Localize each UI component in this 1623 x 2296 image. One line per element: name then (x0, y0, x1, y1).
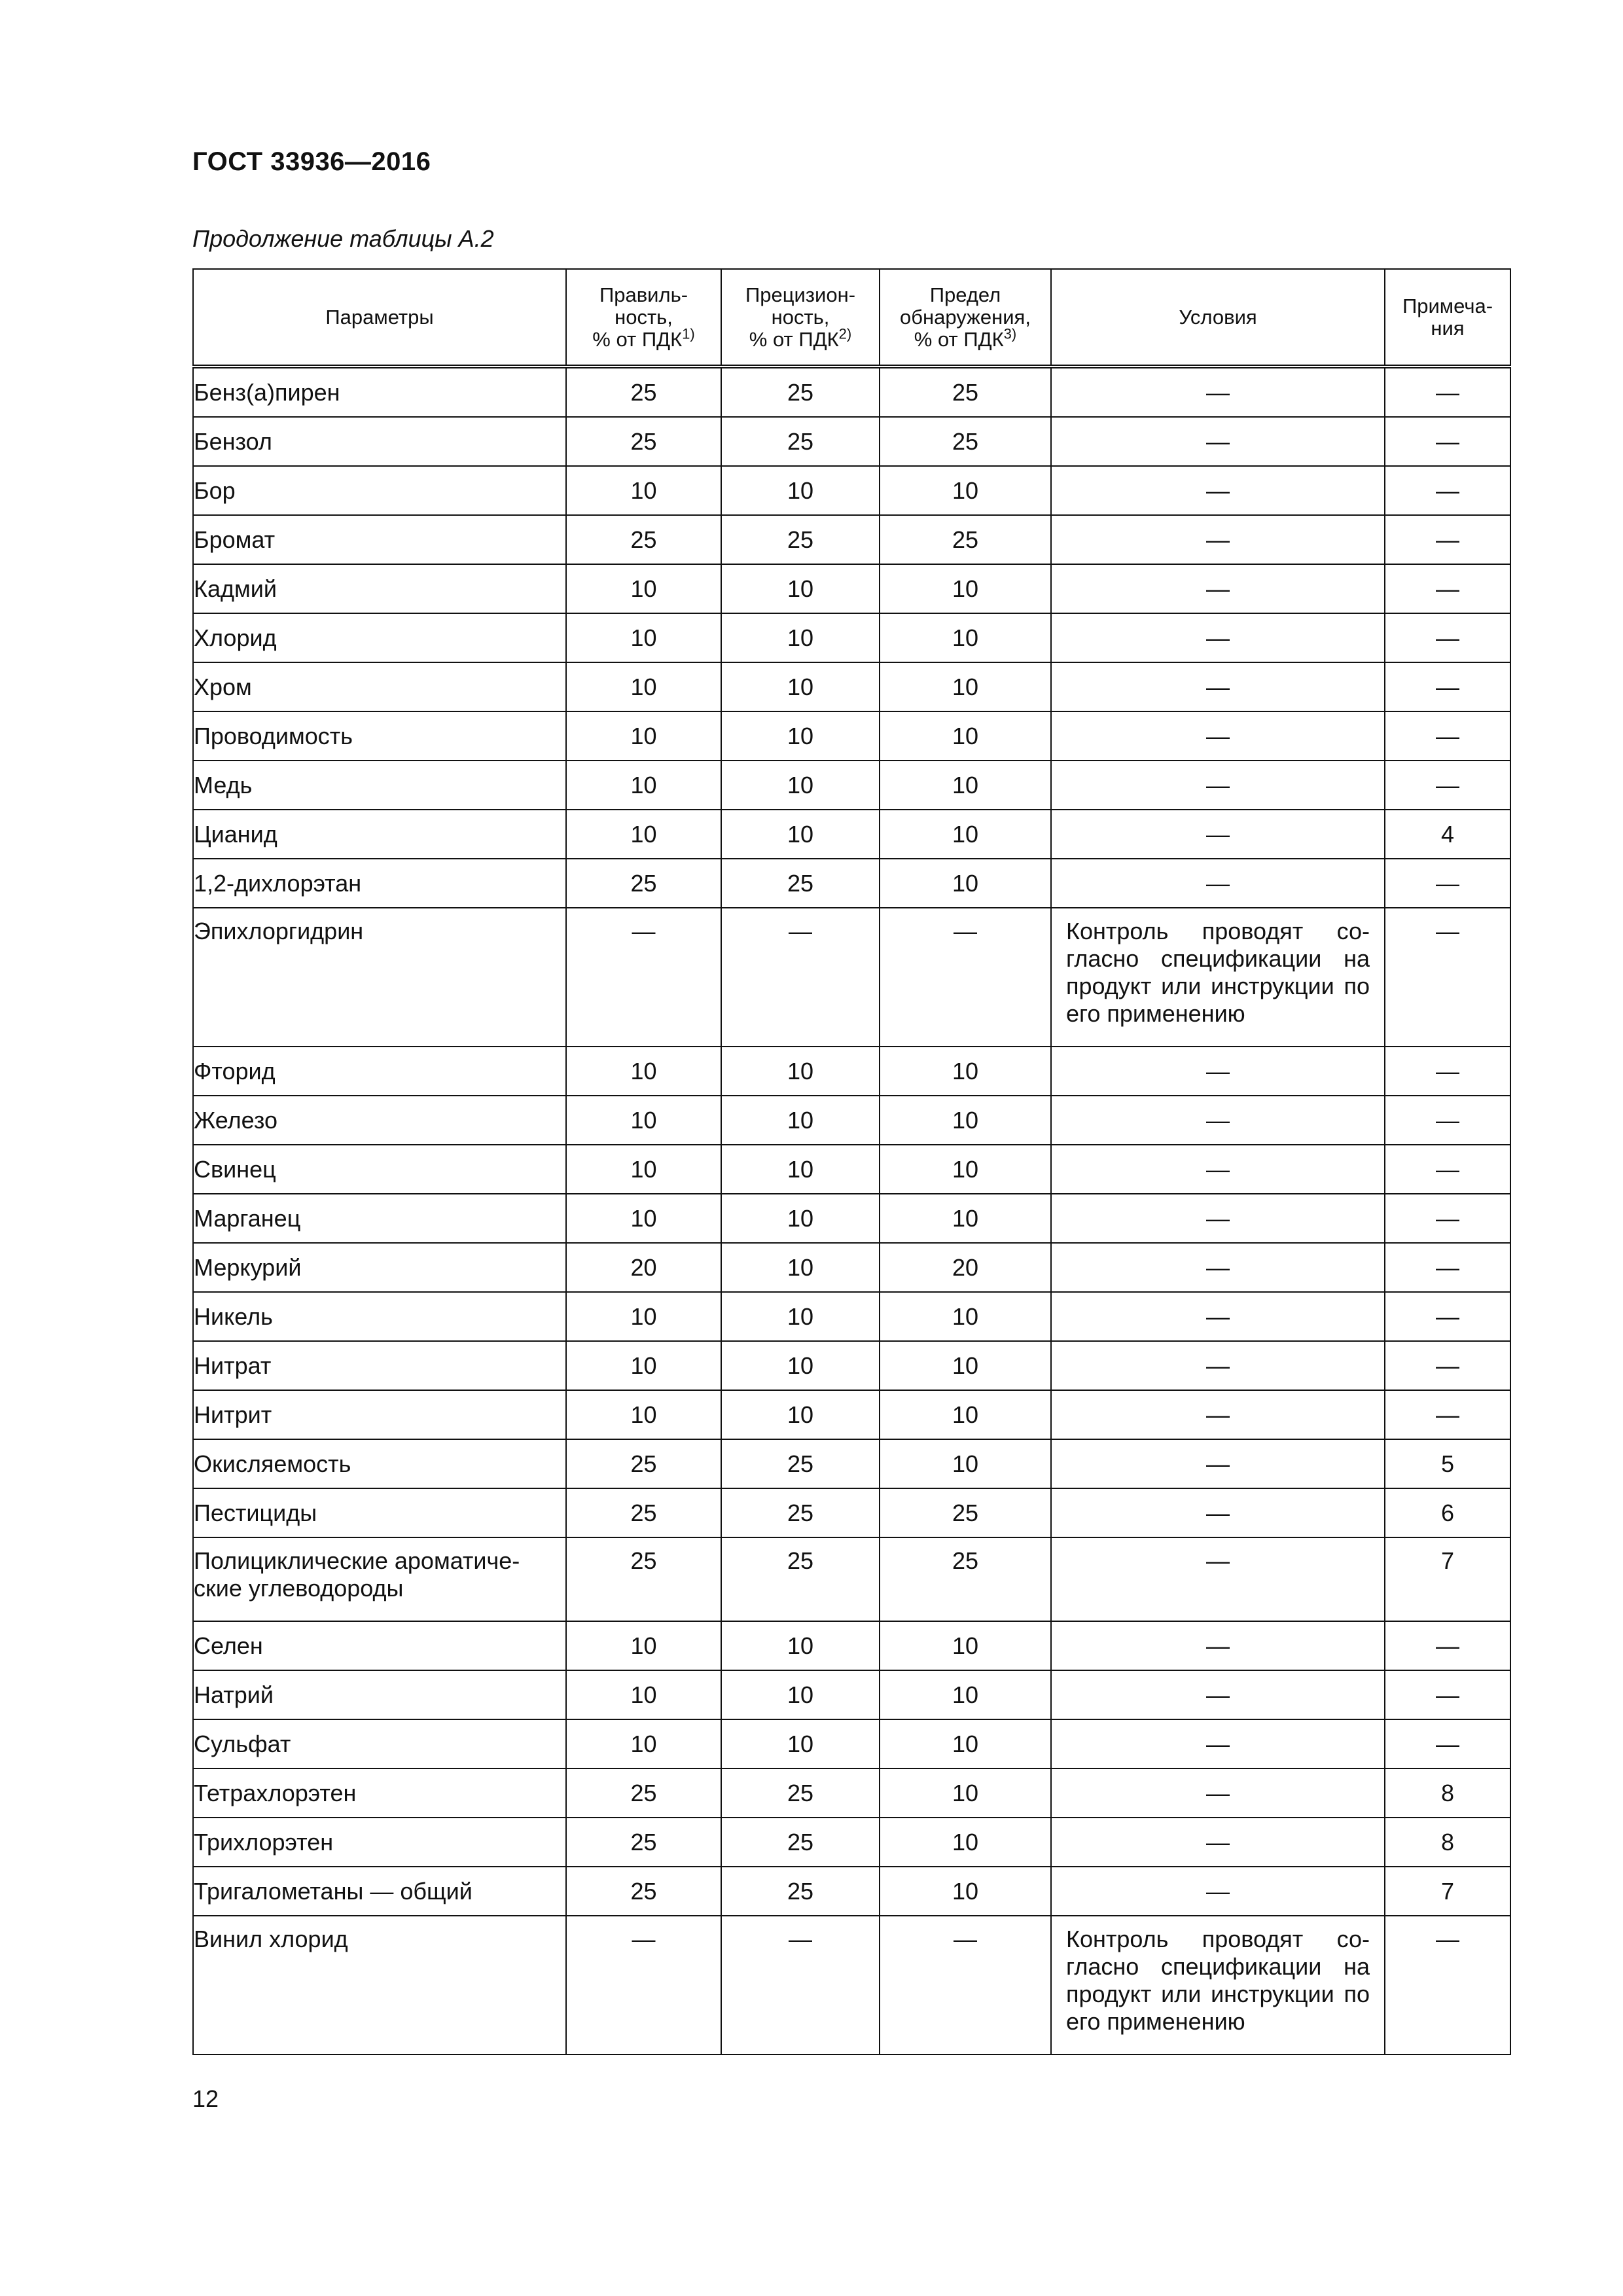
cell-precision: 10 (721, 1292, 880, 1341)
cell-parameter: Тригалометаны — общий (193, 1867, 566, 1916)
cell-notes: — (1385, 761, 1510, 810)
cell-conditions: — (1051, 1341, 1385, 1390)
cell-notes: — (1385, 1621, 1510, 1670)
cell-precision: — (721, 1916, 880, 2054)
cell-accuracy: 25 (566, 1537, 721, 1621)
cell-parameter: Нитрат (193, 1341, 566, 1390)
cell-accuracy: 25 (566, 859, 721, 908)
cell-precision: 10 (721, 564, 880, 613)
cell-conditions: — (1051, 1194, 1385, 1243)
cell-detection-limit: 10 (880, 564, 1051, 613)
cell-notes: — (1385, 417, 1510, 466)
cell-notes: — (1385, 1096, 1510, 1145)
cell-notes: — (1385, 1047, 1510, 1096)
cell-detection-limit: 10 (880, 1670, 1051, 1719)
header-parameters: Параметры (193, 269, 566, 367)
cell-accuracy: 10 (566, 761, 721, 810)
cell-notes: — (1385, 564, 1510, 613)
cell-notes: 7 (1385, 1537, 1510, 1621)
cell-parameter: Бромат (193, 515, 566, 564)
cell-detection-limit: 25 (880, 367, 1051, 417)
cell-detection-limit: 10 (880, 1292, 1051, 1341)
cell-precision: 10 (721, 613, 880, 662)
cell-accuracy: 25 (566, 1867, 721, 1916)
header-conditions: Условия (1051, 269, 1385, 367)
cell-conditions: — (1051, 417, 1385, 466)
cell-notes: — (1385, 613, 1510, 662)
cell-parameter: Винил хлорид (193, 1916, 566, 2054)
cell-parameter: Бензол (193, 417, 566, 466)
cell-detection-limit: 10 (880, 711, 1051, 761)
cell-notes: — (1385, 466, 1510, 515)
cell-notes: 5 (1385, 1439, 1510, 1488)
cell-notes: — (1385, 1719, 1510, 1768)
cell-precision: 25 (721, 515, 880, 564)
cell-notes: — (1385, 1292, 1510, 1341)
cell-parameter: Хром (193, 662, 566, 711)
cell-parameter: Окисляемость (193, 1439, 566, 1488)
table-row (193, 613, 1510, 662)
cell-precision: 10 (721, 1047, 880, 1096)
cell-accuracy: 10 (566, 662, 721, 711)
cell-conditions: — (1051, 1292, 1385, 1341)
cell-accuracy: 10 (566, 1670, 721, 1719)
cell-conditions: — (1051, 1096, 1385, 1145)
table-row (193, 761, 1510, 810)
cell-precision: 10 (721, 662, 880, 711)
cell-parameter: Бор (193, 466, 566, 515)
table-row (193, 1916, 1510, 2054)
cell-precision: 10 (721, 1341, 880, 1390)
cell-precision: 10 (721, 1621, 880, 1670)
cell-conditions: — (1051, 1243, 1385, 1292)
cell-accuracy: 10 (566, 1292, 721, 1341)
cell-detection-limit: 10 (880, 1818, 1051, 1867)
table-row (193, 515, 1510, 564)
cell-conditions: — (1051, 1867, 1385, 1916)
cell-conditions: — (1051, 1145, 1385, 1194)
cell-accuracy: — (566, 1916, 721, 2054)
cell-detection-limit: 20 (880, 1243, 1051, 1292)
cell-precision: 10 (721, 761, 880, 810)
cell-accuracy: 10 (566, 564, 721, 613)
table-row (193, 859, 1510, 908)
cell-precision: 25 (721, 1768, 880, 1818)
page-number: 12 (192, 2085, 219, 2112)
cell-detection-limit: 10 (880, 662, 1051, 711)
document-header: ГОСТ 33936—2016 (192, 147, 431, 176)
cell-parameter: Пестициды (193, 1488, 566, 1537)
cell-parameter: Кадмий (193, 564, 566, 613)
cell-accuracy: 25 (566, 515, 721, 564)
cell-conditions: — (1051, 1719, 1385, 1768)
cell-accuracy: 10 (566, 613, 721, 662)
table-row (193, 908, 1510, 1047)
table-row (193, 1243, 1510, 1292)
cell-conditions: Контроль проводят со-гласно спецификации на продукт или инструкции по его применению (1051, 908, 1385, 1047)
cell-detection-limit: 10 (880, 1194, 1051, 1243)
cell-conditions: — (1051, 761, 1385, 810)
table-row (193, 1047, 1510, 1096)
cell-parameter: Проводимость (193, 711, 566, 761)
cell-parameter: Натрий (193, 1670, 566, 1719)
cell-conditions: — (1051, 1047, 1385, 1096)
cell-parameter: Железо (193, 1096, 566, 1145)
table-row (193, 1867, 1510, 1916)
table-row (193, 711, 1510, 761)
cell-accuracy: 25 (566, 1488, 721, 1537)
cell-notes: — (1385, 1916, 1510, 2054)
table-row (193, 1621, 1510, 1670)
cell-precision: 25 (721, 417, 880, 466)
cell-precision: 10 (721, 1096, 880, 1145)
cell-detection-limit: 10 (880, 1719, 1051, 1768)
cell-precision: 10 (721, 1194, 880, 1243)
cell-parameter: Селен (193, 1621, 566, 1670)
table-row (193, 564, 1510, 613)
cell-detection-limit: 10 (880, 613, 1051, 662)
cell-conditions: — (1051, 859, 1385, 908)
cell-detection-limit: 10 (880, 1439, 1051, 1488)
cell-parameter: Хлорид (193, 613, 566, 662)
cell-precision: 10 (721, 1390, 880, 1439)
cell-parameter: 1,2-дихлорэтан (193, 859, 566, 908)
cell-accuracy: 25 (566, 1818, 721, 1867)
table-row (193, 1096, 1510, 1145)
cell-precision: 10 (721, 711, 880, 761)
cell-notes: — (1385, 1390, 1510, 1439)
cell-conditions: — (1051, 1818, 1385, 1867)
cell-precision: 10 (721, 466, 880, 515)
cell-accuracy: 20 (566, 1243, 721, 1292)
table-row (193, 1145, 1510, 1194)
cell-notes: 8 (1385, 1818, 1510, 1867)
cell-precision: 10 (721, 810, 880, 859)
table-row (193, 1488, 1510, 1537)
cell-detection-limit: 10 (880, 1096, 1051, 1145)
cell-conditions: — (1051, 1621, 1385, 1670)
cell-parameter: Цианид (193, 810, 566, 859)
cell-detection-limit: 10 (880, 859, 1051, 908)
cell-detection-limit: 10 (880, 1390, 1051, 1439)
cell-conditions: — (1051, 1768, 1385, 1818)
cell-notes: — (1385, 859, 1510, 908)
cell-parameter: Медь (193, 761, 566, 810)
table-header-row (193, 269, 1510, 367)
cell-detection-limit: 10 (880, 466, 1051, 515)
cell-conditions: — (1051, 1439, 1385, 1488)
cell-notes: — (1385, 711, 1510, 761)
cell-accuracy: 10 (566, 1719, 721, 1768)
cell-parameter: Трихлорэтен (193, 1818, 566, 1867)
cell-precision: 25 (721, 1488, 880, 1537)
cell-accuracy: 10 (566, 1047, 721, 1096)
cell-notes: 6 (1385, 1488, 1510, 1537)
cell-accuracy: — (566, 908, 721, 1047)
cell-notes: — (1385, 1670, 1510, 1719)
cell-precision: 25 (721, 1867, 880, 1916)
table-row (193, 1194, 1510, 1243)
cell-parameter: Свинец (193, 1145, 566, 1194)
cell-parameter: Нитрит (193, 1390, 566, 1439)
cell-notes: — (1385, 662, 1510, 711)
table-row (193, 1292, 1510, 1341)
cell-accuracy: 25 (566, 417, 721, 466)
header-detection-limit: Предел обнаружения, % от ПДК$^{3)}$ (880, 269, 1051, 367)
cell-accuracy: 10 (566, 1390, 721, 1439)
cell-parameter: Марганец (193, 1194, 566, 1243)
cell-accuracy: 10 (566, 466, 721, 515)
cell-notes: — (1385, 1194, 1510, 1243)
cell-notes: — (1385, 908, 1510, 1047)
cell-conditions: — (1051, 1670, 1385, 1719)
table-row (193, 1818, 1510, 1867)
cell-conditions: — (1051, 367, 1385, 417)
cell-conditions: — (1051, 810, 1385, 859)
cell-accuracy: 10 (566, 1621, 721, 1670)
cell-precision: 25 (721, 1818, 880, 1867)
cell-parameter: Бенз(а)пирен (193, 367, 566, 417)
cell-notes: — (1385, 367, 1510, 417)
table-row (193, 367, 1510, 417)
cell-detection-limit: 10 (880, 1768, 1051, 1818)
table-row (193, 417, 1510, 466)
cell-detection-limit: 25 (880, 1488, 1051, 1537)
cell-conditions: — (1051, 1537, 1385, 1621)
cell-detection-limit: 25 (880, 417, 1051, 466)
table-row (193, 466, 1510, 515)
cell-conditions: — (1051, 1488, 1385, 1537)
cell-parameter: Эпихлоргидрин (193, 908, 566, 1047)
cell-notes: — (1385, 1145, 1510, 1194)
cell-conditions: — (1051, 1390, 1385, 1439)
cell-detection-limit: 25 (880, 1537, 1051, 1621)
cell-detection-limit: 10 (880, 1047, 1051, 1096)
cell-accuracy: 10 (566, 1145, 721, 1194)
cell-precision: 25 (721, 1537, 880, 1621)
cell-conditions: — (1051, 466, 1385, 515)
cell-accuracy: 25 (566, 1439, 721, 1488)
cell-parameter: Фторид (193, 1047, 566, 1096)
cell-notes: 7 (1385, 1867, 1510, 1916)
cell-parameter: Полициклические ароматиче- ские углеводороды (193, 1537, 566, 1621)
cell-precision: 10 (721, 1719, 880, 1768)
cell-detection-limit: 10 (880, 1867, 1051, 1916)
cell-conditions: — (1051, 515, 1385, 564)
header-notes: Примеча- ния (1385, 269, 1510, 367)
cell-parameter: Меркурий (193, 1243, 566, 1292)
table-row (193, 810, 1510, 859)
cell-parameter: Тетрахлорэтен (193, 1768, 566, 1818)
cell-detection-limit: 10 (880, 1341, 1051, 1390)
table-row (193, 1719, 1510, 1768)
cell-detection-limit: 10 (880, 1145, 1051, 1194)
cell-conditions: — (1051, 662, 1385, 711)
header-precision: Прецизион- ность, % от ПДК$^{2)}$ (721, 269, 880, 367)
cell-precision: — (721, 908, 880, 1047)
cell-accuracy: 25 (566, 367, 721, 417)
table-row (193, 1670, 1510, 1719)
cell-conditions: Контроль проводят со-гласно спецификации на продукт или инструкции по его применению (1051, 1916, 1385, 2054)
cell-accuracy: 10 (566, 711, 721, 761)
parameters-table (192, 268, 1511, 2055)
cell-detection-limit: 10 (880, 761, 1051, 810)
cell-accuracy: 10 (566, 1341, 721, 1390)
cell-parameter: Сульфат (193, 1719, 566, 1768)
cell-precision: 10 (721, 1243, 880, 1292)
cell-precision: 25 (721, 859, 880, 908)
header-accuracy: Правиль- ность, % от ПДК$^{1)}$ (566, 269, 721, 367)
table-row (193, 1341, 1510, 1390)
cell-accuracy: 10 (566, 1096, 721, 1145)
table-body (193, 367, 1510, 2054)
cell-conditions: — (1051, 711, 1385, 761)
cell-notes: — (1385, 1243, 1510, 1292)
cell-precision: 10 (721, 1670, 880, 1719)
cell-accuracy: 25 (566, 1768, 721, 1818)
cell-detection-limit: 10 (880, 1621, 1051, 1670)
cell-precision: 10 (721, 1145, 880, 1194)
cell-conditions: — (1051, 613, 1385, 662)
cell-parameter: Никель (193, 1292, 566, 1341)
table-row (193, 662, 1510, 711)
cell-detection-limit: 25 (880, 515, 1051, 564)
cell-accuracy: 10 (566, 1194, 721, 1243)
table-row (193, 1537, 1510, 1621)
cell-conditions: — (1051, 564, 1385, 613)
cell-detection-limit: — (880, 908, 1051, 1047)
table-caption: Продолжение таблицы А.2 (192, 225, 494, 252)
table-row (193, 1439, 1510, 1488)
table-row (193, 1768, 1510, 1818)
cell-precision: 25 (721, 1439, 880, 1488)
table-row (193, 1390, 1510, 1439)
cell-notes: 8 (1385, 1768, 1510, 1818)
cell-detection-limit: — (880, 1916, 1051, 2054)
cell-detection-limit: 10 (880, 810, 1051, 859)
cell-notes: — (1385, 1341, 1510, 1390)
cell-precision: 25 (721, 367, 880, 417)
cell-accuracy: 10 (566, 810, 721, 859)
cell-notes: — (1385, 515, 1510, 564)
cell-notes: 4 (1385, 810, 1510, 859)
